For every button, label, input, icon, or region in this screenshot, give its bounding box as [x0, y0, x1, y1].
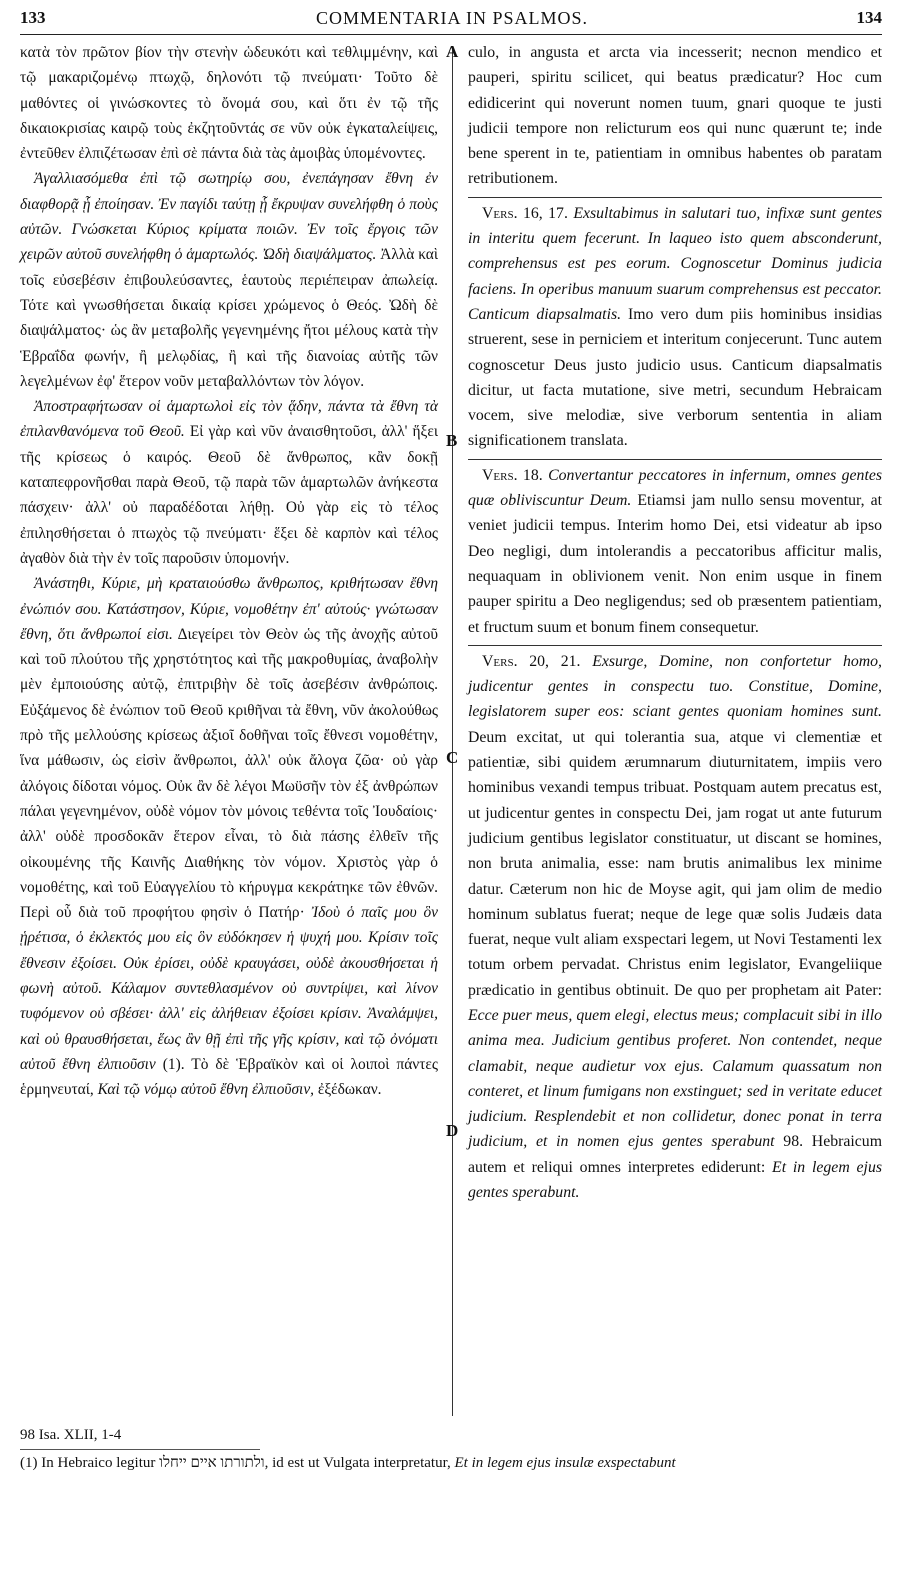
- greek-text: Τὸ δὲ Ἑβραϊκὸν καὶ οἱ λοιποὶ πάντες ἑρμηνευταί,: [20, 1055, 438, 1099]
- footnote-ref: 98.: [774, 1133, 804, 1151]
- latin-text: Deum excitat, ut qui tolerantia sua, atque vi clementiæ et patientiæ, sibi quidem ærumnarum diuturnitatem, impiis vero hominibus vexandi tempus tribuat. Postquam autem precatus est, ut judicentur gentes in conspectu Dei, jam rogat ut ante futurum judicium gentibus legislator constituatur, ut discant se homines, non bruta animalia, esse: nam brutis animalibus lex minime datur. Cæterum non hic de Moyse agit, qui jam olim de medio hominum sublatus fuerat; neque de lege quæ solis Judæis data fuerat, neque vult aliam exspectari legem, ut Novi Testamenti lex totum orbem pervadat. Christus enim legislator, Evangeliique prædicatio in gentibus obtinuit. De quo per prophetam ait Pater:: [468, 728, 882, 999]
- latin-text: Etiamsi jam nullo sensu moventur, at veniet judicii tempus. Interim homo Dei, etsi videatur ab ipso Deo negligi, dum intolerandis a peccatoribus afficitur malis, nequaquam in oblivionem venit. Non enim usque in finem pauper spiritu a Deo negligendus; sed ob præsentem patientiam, et fructum suum et bonum finem consequetur.: [468, 492, 882, 636]
- margin-marker-b: B: [446, 431, 458, 450]
- greek-lemma: Ἀγαλλιασόμεθα ἐπὶ τῷ σωτηρίῳ σου, ἐνεπάγησαν ἔθνη ἐν διαφθορᾷ ᾗ ἐποίησαν. Ἐν παγίδι ταύτῃ ᾗ ἔκρυψαν συνελήφθη ὁ ποὺς αὐτῶν. Γνώσκεται Κύριος κρίματα ποιῶν. Ἐν τοῖς ἔργοις τῶν χειρῶν αὐτοῦ συνελήφθη ὁ ἁμαρτωλός. Ὠδὴ διαψάλματος.: [20, 170, 438, 264]
- greek-text: Διεγείρει τὸν Θεὸν ὡς τῆς ἀνοχῆς αὐτοῦ καὶ τοῦ πλούτου τῆς χρηστότητος καὶ τῆς μακροθυμίας, ἀναβολὴν μὲν ἐμποιούσης αὐτῷ, ἐπιτριβὴν δὲ τοῖς ἀσεβέσιν ἀνθρώποις. Εὐξάμενος δὲ ἐνώπιον τοῦ Θεοῦ κριθῆναι τὰ ἔθνη, νῦν ἀκολούθως πρὸ τῆς μελλούσης κρίσεως ἀξιοῖ δοθῆναι τοῖς ἔθνεσι νομοθέτην, ἵνα μάθωσιν, ὡς εἰσὶν ἄνθρωποι, ἀλλ' οὐκ ἄλογα ζῶα· οὐ γὰρ ἀλόγοις δίδοται νόμος. Οὐκ ἂν δὲ λέγοι Μωϋσῆν τὸν ἐξ ἀνθρώπων πάλαι γεγενημένον, οὐδὲ νόμον τὸν μόνοις τεθέντα τοῖς Ἰουδαίοις· ἀλλ' οὐδὲ προσδοκᾶν ἕτερον εἶναι, τὸ διὰ πάσης ἐλθεῖν τῆς οἰκουμένης τῆς Καινῆς Διαθήκης τὸν νόμον. Χριστὸς γὰρ ὁ νομοθέτης, καὶ τοῦ Εὐαγγελίου τὸ κήρυγμα κεκράτηκε τῶν ἐθνῶν. Περὶ οὗ διὰ τοῦ προφήτου φησὶν ὁ Πατήρ·: [20, 625, 438, 922]
- column-divider: [452, 46, 453, 1416]
- running-header: [0, 4, 904, 32]
- verse-label: Vers. 18.: [482, 466, 543, 484]
- margin-marker-c: C: [446, 748, 459, 767]
- greek-paragraph: [20, 571, 438, 1102]
- verse-label: Vers. 20, 21.: [482, 652, 581, 670]
- running-title: COMMENTARIA IN PSALMOS.: [315, 8, 589, 28]
- footnote-text: 98 Isa. XLII, 1-4: [20, 1427, 122, 1443]
- margin-marker-d: D: [446, 1121, 459, 1140]
- footnote-ref: (1).: [155, 1055, 185, 1073]
- latin-text: Hebraicum autem et reliqui omnes interpretes ediderunt:: [468, 1133, 882, 1176]
- greek-paragraph: [20, 394, 438, 571]
- footnote-1: [20, 1452, 882, 1474]
- latin-lemma: Exsultabimus in salutari tuo, infixæ sunt gentes in interitu quem fecerunt. In laqueo isto quem absconderunt, comprehensus est pes eorum. Cognoscetur Dominus judicia faciens. In operibus manuum suarum comprehensus est peccator. Canticum diapsalmatis.: [468, 204, 882, 323]
- greek-quote: Καὶ τῷ νόμῳ αὐτοῦ ἔθνη ἐλπιοῦσιν,: [93, 1081, 315, 1099]
- greek-text: Ἀλλὰ καὶ τοῖς εὐσεβέσιν ἐπιβουλεύσαντες, ἑαυτοὺς περιέπειραν ἀπωλείᾳ. Τότε καὶ γνωσθήσεται δικαίᾳ κρίσει χρώμενος ὁ Θεός. Ὠδὴ δὲ διαψάλματος· ὡς ἂν μεταβολῆς γεγενημένης ἤτοι μέλους κατὰ τὴν Ἑβραΐδα φωνήν, ἢ μελῳδίας, ἢ καὶ τῆς διανοίας αὐτῆς τῶν λεγελμένων ἐφ' ἕτερον νοῦν μεταβαλλόντων τὸν λόγον.: [20, 246, 439, 390]
- greek-text: κατὰ τὸν πρῶτον βίον τὴν στενὴν ὡδευκότι καὶ τεθλιμμένην, καὶ τῷ μακαριζομένῳ πτωχῷ, δηλονότι τῷ πνεύματι· Τοῦτο δὲ μαθόντες οἱ γινώσκοντες τὸ ὄνομά σου, καὶ ὅτι ἐν τῷ τῆς δικαιοκρισίας καιρῷ τοὺς ἐκζητοῦντάς σε νῦν οὐκ ἐγκαταλείψεις, ἐντεῦθεν ἐλπιζέτωσαν ἐπὶ σὲ πάντα διὰ τὰς ἀμοιβὰς ὑπομένοντες.: [20, 44, 438, 163]
- latin-paragraph: [468, 645, 882, 1206]
- page-number-right: 134: [856, 8, 882, 27]
- latin-text: Imo vero dum piis hominibus insidias struerent, sese in perniciem et interitum conjecerunt. Tunc autem cognoscetur Deus justo judicio usus. Canticum diapsalmatis dicitur, ut facta mutatione, sive metri, secundum Hebraicam vocem, sive melodiæ, sive verborum sententia in aliam significationem translata.: [468, 305, 883, 450]
- header-rule: [20, 34, 882, 35]
- latin-paragraph: [468, 459, 882, 640]
- latin-lemma: Exsurge, Domine, non confortetur homo, judicentur gentes in conspectu tuo. Constitue, Domine, legislatorem super eos: sciant gentes quoniam homines sunt.: [468, 652, 882, 721]
- latin-quote: Et in legem ejus gentes sperabunt.: [468, 1158, 882, 1202]
- greek-text: ἐξέδωκαν.: [314, 1081, 382, 1099]
- greek-paragraph: [20, 40, 438, 166]
- footnote-quote: Et in legem ejus insulæ exspectabunt: [450, 1455, 676, 1471]
- latin-quote: Ecce puer meus, quem elegi, electus meus; complacuit sibi in illo anima mea. Judicium gentibus proferet. Non contendet, neque clamabit, neque audietur vox ejus. Calamum quassatum non conteret, et linum fumigans non exstinguet; sed in veritate educet judicium. Resplendebit et non collidetur, donec ponat in terra judicium, et in nomen ejus gentes sperabunt: [468, 1006, 882, 1151]
- footnote-text: (1) In Hebraico legitur ולתורתו איים ייחלו, id est ut Vulgata interpretatur,: [20, 1455, 451, 1471]
- latin-lemma: Convertantur peccatores in infernum, omnes gentes quæ obliviscuntur Deum.: [468, 466, 882, 510]
- latin-paragraph: [468, 197, 882, 454]
- latin-text: culo, in angusta et arcta via incesserit; necnon mendico et pauperi, spiritu scilicet, qui beatus prædicatur? Hoc cum edidicerint qui noverunt nomen tuum, gnari quoque te justi judicii tempore non relicturum eos qui nunc quærunt te; inde bene sperent in te, patientiam in omnibus habentes ob paratam retributionem.: [468, 44, 882, 188]
- latin-paragraph: [468, 40, 882, 192]
- greek-column: [20, 40, 438, 1102]
- greek-paragraph: [20, 166, 438, 394]
- margin-marker-a: A: [446, 42, 459, 61]
- footnote-rule: [20, 1449, 260, 1450]
- greek-lemma: Ἀποστραφήτωσαν οἱ ἁμαρτωλοὶ εἰς τὸν ᾅδην, πάντα τὰ ἔθνη τὰ ἐπιλανθανόμενα τοῦ Θεοῦ.: [20, 398, 438, 441]
- verse-label: Vers. 16, 17.: [482, 204, 568, 222]
- latin-column: [468, 40, 882, 1205]
- greek-quote: Ἰδοὺ ὁ παῖς μου ὃν ᾑρέτισα, ὁ ἐκλεκτός μου εἰς ὃν εὐδόκησεν ἡ ψυχή μου. Κρίσιν τοῖς ἔθνεσιν ἐξοίσει. Οὐκ ἐρίσει, οὐδὲ κραυγάσει, οὐδὲ ἀκουσθήσεται ἡ φωνὴ αὐτοῦ. Κάλαμον συντεθλασμένον οὐ συντρίψει, καὶ λίνον τυφόμενον οὐ σβέσει· ἀλλ' εἰς ἀλήθειαν ἐξοίσει κρίσιν. Ἀναλάμψει, καὶ οὐ θραυσθήσεται, ἕως ἂν θῇ ἐπὶ τῆς γῆς κρίσιν, καὶ τῷ ὀνόματι αὐτοῦ ἔθνη ἐλπιοῦσιν: [20, 904, 439, 1073]
- greek-text: Εἰ γὰρ καὶ νῦν ἀναισθητοῦσι, ἀλλ' ἥξει τῆς κρίσεως ὁ καιρός. Θεοῦ δὲ ἄνθρωπος, κἂν δοκῇ καταπεφρονῆσθαι παρὰ Θεοῦ, τῷ παρὰ τῶν ἁμαρτωλῶν ἀνήκεστα πάσχειν· ἀλλ' οὐ παραδέδοται λήθῃ. Οὐ γὰρ εἰς τὸ τέλος ἐπιλησθήσεται ὁ πτωχὸς τῷ πνεύματι· ἕξει δὲ καρπὸν καὶ τέλος ἀγαθὸν διὰ τὴν ἐν τοῖς παροῦσιν ὑπομονήν.: [20, 423, 438, 567]
- page-number-left: 133: [20, 8, 46, 27]
- footnote-98: [20, 1424, 882, 1446]
- greek-lemma: Ἀνάστηθι, Κύριε, μὴ κραταιούσθω ἄνθρωπος, κριθήτωσαν ἔθνη ἐνώπιόν σου. Κατάστησον, Κύριε, νομοθέτην ἐπ' αὐτούς· γνώτωσαν ἔθνη, ὅτι ἄνθρωποί εἰσι.: [20, 575, 438, 643]
